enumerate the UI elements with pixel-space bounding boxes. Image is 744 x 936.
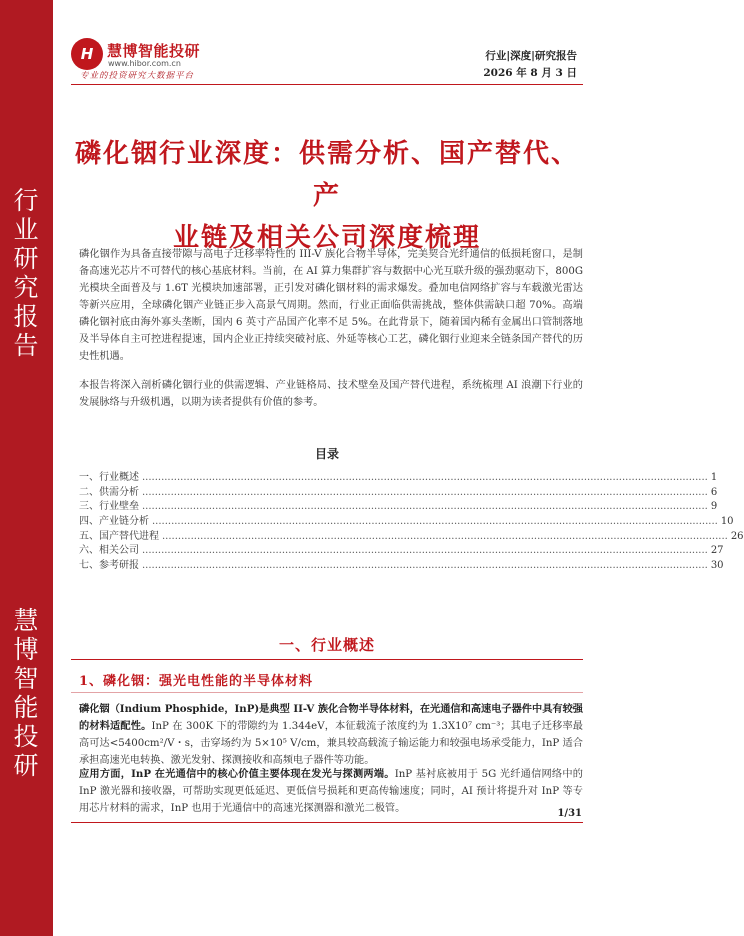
sidebar-band: [0, 0, 53, 936]
toc-item-page: 1: [710, 472, 718, 483]
toc-item-label: 二、供需分析: [79, 486, 139, 498]
report-date: 2026 年 8 月 3 日: [483, 67, 577, 79]
toc-item-label: 五、国产替代进程: [79, 530, 159, 542]
toc-leader-dots: ..................................................................................................................................................................................: [142, 545, 708, 557]
title-line-1: 磷化铟行业深度：供需分析、国产替代、产: [74, 139, 579, 211]
toc-item[interactable]: [79, 515, 734, 530]
sidebar-brand: 慧博智能投研: [13, 606, 39, 780]
section-divider: [71, 659, 583, 660]
footer-divider: [71, 822, 583, 823]
toc-leader-dots: ..................................................................................................................................................................................: [152, 516, 718, 528]
toc-item[interactable]: [79, 530, 744, 545]
intro-paragraph-1: 磷化铟作为具备直接带隙与高电子迁移率特性的 III-V 族化合物半导体，完美契合光纤通信的低损耗窗口，是制备高速光芯片不可替代的核心基底材料。当前，在 AI 算力集群扩容与数据中心光互联升级的强劲驱动下，800G 光模块全面普及与 1.6T 光模块加速部署，正引发对磷化铟材料的需求爆发。叠加电信网络扩容与车载激光雷达等新兴应用，全球磷化铟产业链正步入高景气周期。然而，行业正面临供需挑战，整体供需缺口超 70%。高端磷化铟衬底由海外寡头垄断，国内 6 英寸产品国产化率不足 5%。在此背景下，随着国内稀有金属出口管制落地及半导体自主可控进程提速，国内企业正持续突破衬底、外延等核心工艺，磷化铟行业迎来全链条国产替代的历史性机遇。: [79, 249, 583, 362]
intro-paragraph-2: 本报告将深入剖析磷化铟行业的供需逻辑、产业链格局、技术壁垒及国产替代进程，系统梳理 AI 浪潮下行业的发展脉络与升级机遇，以期为读者提供有价值的参考。: [79, 380, 583, 408]
toc-item[interactable]: [79, 471, 718, 486]
toc-item-label: 四、产业链分析: [79, 516, 149, 528]
toc-item-label: 六、相关公司: [79, 545, 139, 557]
report-meta: [483, 48, 577, 82]
toc-leader-dots: ..................................................................................................................................................................................: [142, 486, 708, 498]
subsection-divider: [71, 692, 583, 693]
table-of-contents: [79, 471, 744, 574]
toc-item-page: 10: [720, 516, 734, 528]
toc-title: 目录: [314, 447, 339, 461]
section-heading: 一、行业概述: [278, 636, 375, 654]
logo-url: www.hibor.com.cn: [108, 59, 181, 68]
body-paragraph-1: [79, 701, 583, 769]
toc-item-label: 一、行业概述: [79, 472, 139, 483]
report-title: [71, 133, 583, 259]
toc-item-page: 6: [710, 486, 718, 498]
toc-item-label: 三、行业壁垒: [79, 501, 139, 513]
toc-item[interactable]: [79, 544, 724, 559]
toc-item-page: 30: [710, 560, 724, 572]
logo-mark-icon: H: [71, 38, 103, 70]
page-number: 1/31: [557, 808, 582, 819]
toc-item[interactable]: [79, 486, 718, 501]
brand-logo: [71, 38, 331, 82]
toc-item-page: 27: [710, 545, 724, 557]
toc-leader-dots: ..................................................................................................................................................................................: [162, 530, 728, 542]
toc-item-page: 26: [730, 530, 744, 542]
toc-leader-dots: ..................................................................................................................................................................................: [142, 560, 708, 572]
body-paragraph-2-text: InP 基衬底被用于 5G 光纤通信网络中的 InP 激光器和接收器，可帮助实现更低延迟、更低信号损耗和更高传输速度；同时，AI 预计将提升对 InP 等专用芯片材料的需求，InP 也用于光通信中的高速光探测器和激光二极管。: [79, 769, 583, 814]
logo-name: 慧博智能投研: [107, 42, 201, 60]
title-line-2: 业链及相关公司深度梳理: [172, 223, 481, 253]
body-paragraph-1-lead: 磷化铟（Indium Phosphide，InP)是典型 II-V 族化合物半导体材料，在光通信和高速电子器件中具有较强的材料适配性。: [79, 703, 583, 732]
toc-item-label: 七、参考研报: [79, 560, 139, 572]
header-divider: [71, 84, 583, 85]
body-paragraph-2: [79, 766, 583, 817]
toc-item-page: 9: [710, 501, 718, 513]
sidebar-report-type: 行业研究报告: [13, 186, 39, 360]
report-category: 行业|深度|研究报告: [485, 50, 577, 62]
body-paragraph-1-text: InP 在 300K 下的带隙约为 1.344eV，本征载流子浓度约为 1.3X10⁷ cm⁻³；其电子迁移率最高可达<5400cm²/V・s，击穿场约为 5×10⁵ V/cm，兼具较高载流子输运能力和较强电场承受能力，InP 适合承担高速光电转换、激光发射、探测接收和高频电子器件等功能。: [79, 721, 583, 766]
toc-leader-dots: ..................................................................................................................................................................................: [142, 501, 708, 513]
toc-item[interactable]: [79, 500, 718, 515]
toc-leader-dots: ..................................................................................................................................................................................: [142, 472, 708, 483]
body-paragraph-2-lead: 应用方面，InP 在光通信中的核心价值主要体现在发光与探测两端。: [79, 768, 395, 780]
subsection-heading: 1、磷化铟：强光电性能的半导体材料: [79, 674, 314, 689]
toc-item[interactable]: [79, 559, 724, 574]
logo-slogan: 专业的投资研究大数据平台: [80, 71, 195, 81]
